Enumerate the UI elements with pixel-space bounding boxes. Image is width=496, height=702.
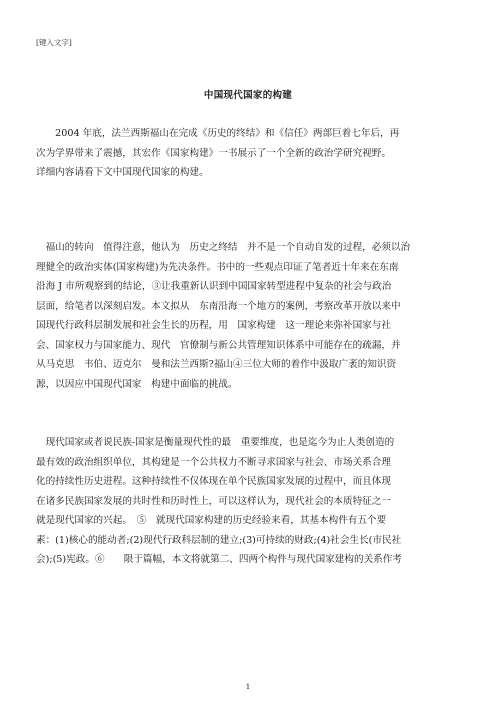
paragraph-line: 从马克思 韦伯、迈克尔 曼和法兰西斯?福山④三位大师的着作中汲取广袤的知识资 (36, 359, 397, 370)
paragraph-line: 详细内容请看下文中国现代国家的构建。 (36, 167, 209, 178)
paragraph-line: 就是现代国家的兴起。 ⑤ 就现代国家构建的历史经验来看，其基本构件有五个要 (36, 515, 387, 526)
paragraph-line: 化的持续性历史进程。这种持续性不仅体现在单个民族国家发展的过程中，而且体现 (36, 476, 391, 487)
paragraph-line: 素：(1)核心的能动者;(2)现代行政科层制的建立;(3)可持续的财政;(4)社会生长(市民社 (36, 534, 402, 546)
paragraph-line: 现代国家或者说民族-国家是衡量现代性的最 重要维度，也是迄今为止人类创造的 (36, 437, 395, 448)
paragraph-2 (36, 238, 464, 394)
paragraph-line: 会、国家权力与国家能力、现代 官僚制与新公共管理知识体系中可能存在的疏漏，并 (36, 339, 401, 351)
paragraph-line: 福山的转向 值得注意，他认为 历史之终结 并不是一个自动自发的过程，必须以治 (36, 242, 411, 253)
paragraph-line: 会);(5)宪政。⑥ 限于篇幅，本文将就第二、四两个构件与现代国家建构的关系作考 (36, 554, 402, 565)
paragraph-line: 源，以因应中国现代国家 构建中面临的挑战。 (36, 378, 238, 390)
header-placeholder-text[interactable]: [键入文字] (36, 38, 72, 47)
paragraph-line: 在诸多民族国家发展的共时性和历时性上，可以这样认为，现代社会的本质特征之一 (36, 495, 391, 507)
paragraph-line: 层面，给笔者以深刻启发。本文拟从 东南沿海一个地方的案例，考察改革开放以来中 (36, 300, 401, 312)
paragraph-line: 次为学界带来了震撼，其宏作《国家构建》一书展示了一个全新的政治学研究视野。 (36, 147, 391, 159)
paragraph-line: 沿海 J 市所观察到的结论，③让我重新认识到中国国家转型进程中复杂的社会与政治 (36, 281, 392, 292)
page-number: 1 (245, 682, 251, 691)
paragraph-line: 2004 年底，法兰西斯福山在完成《历史的终结》和《信任》两部巨着七年后，再 (36, 128, 400, 139)
paragraph-line: 国现代行政科层制发展和社会生长的历程，用 国家构建 这一理论来弥补国家与社 (36, 320, 391, 331)
paragraph-line: 理健全的政治实体(国家构建)为先决条件。书中的一些观点印证了笔者近十年来在东南 (36, 261, 399, 273)
paragraph-line: 最有效的政治组织单位，其构建是一个公共权力不断寻求国家与社会、市场关系合理 (36, 456, 391, 468)
document-title: 中国现代国家的构建 (203, 90, 293, 101)
paragraph-3 (36, 433, 464, 570)
paragraph-1 (36, 124, 464, 183)
